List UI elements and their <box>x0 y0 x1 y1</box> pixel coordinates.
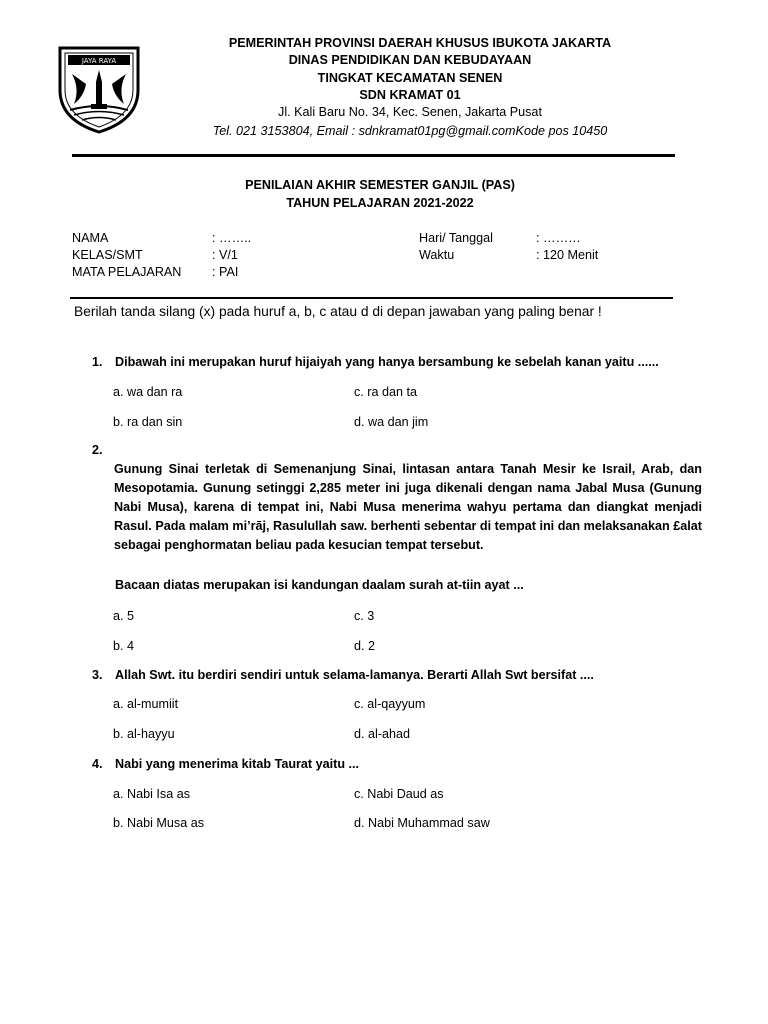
header-school-name: SDN KRAMAT 01 <box>359 88 461 102</box>
question-1-text: Dibawah ini merupakan huruf hijaiyah yang hanya bersambung ke sebelah kanan yaitu ...... <box>115 355 659 369</box>
question-2-passage: Gunung Sinai terletak di Semenanjung Sinai, lintasan antara Tanah Mesir ke Israil, Arab, dan Mesopotamia. Gunung setinggi 2,285 meter ini juga dikenali dengan nama Jabal Musa (Gunung Nabi Musa), karena di tempat ini, Nabi Musa menerima wahyu pertama dan diangkat menjadi Rasul. Pada malam mi’rāj, Rasulullah saw. berhenti sebentar di tempat ini dan melaksanakan £alat sebagai penghormatan beliau pada kesucian tempat tersebut. <box>114 462 702 552</box>
header-district: TINGKAT KECAMATAN SENEN <box>317 71 503 85</box>
name-value: : …….. <box>212 231 252 245</box>
time-label: Waktu <box>419 248 455 262</box>
question-3-option-d: d. al-ahad <box>354 727 411 741</box>
subject-value: : PAI <box>212 265 239 279</box>
question-4-option-b: b. Nabi Musa as <box>113 816 204 830</box>
question-4-option-c: c. Nabi Daud as <box>354 787 444 801</box>
school-logo-emblem <box>56 44 142 134</box>
name-label: NAMA <box>72 231 109 245</box>
instruction-text: Berilah tanda silang (x) pada huruf a, b, c atau d di depan jawaban yang paling benar ! <box>74 304 602 319</box>
date-label: Hari/ Tanggal <box>419 231 493 245</box>
question-3-text: Allah Swt. itu berdiri sendiri untuk selama-lamanya. Berarti Allah Swt bersifat .... <box>115 668 594 682</box>
question-3-option-c: c. al-qayyum <box>354 697 426 711</box>
exam-title: PENILAIAN AKHIR SEMESTER GANJIL (PAS) <box>245 178 515 192</box>
question-1-option-c: c. ra dan ta <box>354 385 418 399</box>
question-2-option-d: d. 2 <box>354 639 376 653</box>
header-divider <box>72 154 675 157</box>
header-department: DINAS PENDIDIKAN DAN KEBUDAYAAN <box>288 53 532 67</box>
header-government: PEMERINTAH PROVINSI DAERAH KHUSUS IBUKOTA JAKARTA <box>228 36 612 50</box>
info-divider <box>70 297 673 299</box>
header-contact: Tel. 021 3153804, Email : sdnkramat01pg@gmail.comKode pos 10450 <box>212 124 608 138</box>
question-2-option-b: b. 4 <box>113 639 135 653</box>
question-4-text: Nabi yang menerima kitab Taurat yaitu ... <box>115 757 360 771</box>
question-4-option-d: d. Nabi Muhammad saw <box>354 816 490 830</box>
question-3-option-b: b. al-hayyu <box>113 727 175 741</box>
question-4-number: 4. <box>92 757 103 771</box>
question-4-option-a: a. Nabi Isa as <box>113 787 191 801</box>
class-label: KELAS/SMT <box>72 248 143 262</box>
exam-year: TAHUN PELAJARAN 2021-2022 <box>286 196 474 210</box>
question-3-option-a: a. al-mumiit <box>113 697 179 711</box>
time-value: : 120 Menit <box>536 248 599 262</box>
subject-label: MATA PELAJARAN <box>72 265 182 279</box>
question-3-number: 3. <box>92 668 103 682</box>
question-1-number: 1. <box>92 355 103 369</box>
question-2-option-a: a. 5 <box>113 609 135 623</box>
logo-text: JAYA RAYA <box>81 57 117 65</box>
date-value: : ……… <box>536 231 581 245</box>
header-address: Jl. Kali Baru No. 34, Kec. Senen, Jakarta Pusat <box>278 105 542 119</box>
class-value: : V/1 <box>212 248 238 262</box>
question-1-option-a: a. wa dan ra <box>113 385 183 399</box>
question-2-option-c: c. 3 <box>354 609 375 623</box>
question-2-number: 2. <box>92 443 103 457</box>
question-2-text: Bacaan diatas merupakan isi kandungan daalam surah at-tiin ayat ... <box>115 578 524 592</box>
question-1-option-b: b. ra dan sin <box>113 415 183 429</box>
question-1-option-d: d. wa dan jim <box>354 415 429 429</box>
